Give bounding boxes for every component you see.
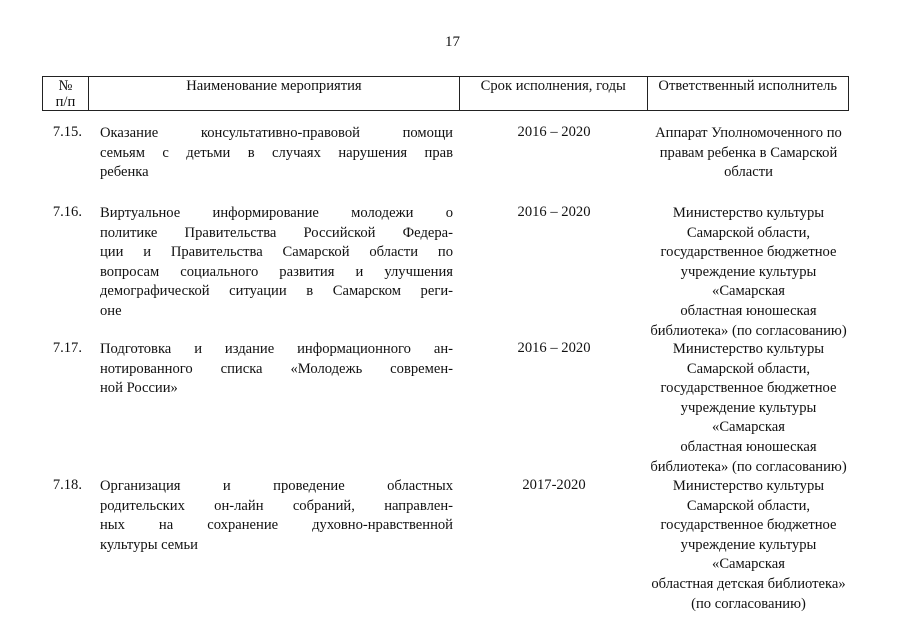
row-number: 7.18. — [52, 477, 82, 493]
responsible-line: Министерство культуры — [672, 341, 825, 357]
responsible-line: учреждение культуры «Самарская — [680, 536, 817, 573]
responsible-line: Аппарат Уполномоченного по — [655, 125, 842, 141]
responsible-line: библиотека» (по согласованию) — [650, 322, 847, 339]
responsible-line: учреждение культуры «Самарская — [680, 399, 817, 436]
responsible-executor — [648, 477, 849, 614]
event-name-line: Организация и проведение областных — [100, 478, 453, 494]
responsible-executor — [648, 124, 849, 183]
responsible-executor — [648, 204, 849, 341]
header-number-line: п/п — [55, 94, 76, 110]
responsible-line: Самарской области, — [686, 360, 811, 377]
responsible-line: областная юношеская — [680, 438, 817, 455]
row-number: 7.17. — [52, 340, 82, 356]
responsible-line: учреждение культуры «Самарская — [680, 263, 817, 300]
event-name-line: демографической ситуации в Самарском реги- — [100, 283, 453, 300]
execution-term: 2016 – 2020 — [517, 124, 591, 140]
event-name-line: Виртуальное информирование молодежи о — [100, 205, 453, 221]
event-name — [100, 340, 453, 399]
row-number: 7.16. — [52, 204, 82, 220]
responsible-line: областная детская библиотека» — [651, 575, 846, 592]
header-number-line: № — [58, 78, 73, 94]
event-name-line: нотированного списка «Молодежь современ- — [100, 360, 453, 377]
responsible-line: Самарской области, — [686, 224, 811, 241]
responsible-executor — [648, 340, 849, 477]
event-name-line: Оказание консультативно-правовой помощи — [100, 125, 453, 141]
responsible-line: Министерство культуры — [672, 478, 825, 494]
row-number: 7.15. — [52, 124, 82, 140]
event-name — [100, 204, 453, 322]
event-name-line: культуры семьи — [100, 536, 198, 553]
responsible-line: областная юношеская — [680, 302, 817, 319]
page-number: 17 — [445, 34, 460, 50]
execution-term: 2016 – 2020 — [517, 340, 591, 356]
event-name — [100, 124, 453, 183]
responsible-line: государственное бюджетное — [660, 517, 837, 534]
header-responsible-column: Ответственный исполнитель — [658, 78, 838, 94]
event-name-line: ции и Правительства Самарской области по — [100, 244, 453, 261]
table-header — [42, 76, 849, 111]
event-name-line: оне — [100, 302, 122, 319]
execution-term: 2016 – 2020 — [517, 204, 591, 220]
responsible-line: государственное бюджетное — [660, 244, 837, 261]
execution-term: 2017-2020 — [522, 477, 586, 493]
responsible-line: области — [724, 164, 773, 181]
responsible-line: Министерство культуры — [672, 205, 825, 221]
responsible-line: библиотека» (по согласованию) — [650, 458, 847, 475]
responsible-line: (по согласованию) — [691, 595, 806, 612]
event-name-line: политике Правительства Российской Федера- — [100, 224, 453, 241]
event-name-line: вопросам социального развития и улучшения — [100, 263, 453, 280]
responsible-line: государственное бюджетное — [660, 380, 837, 397]
event-name-line: ребенка — [100, 164, 149, 181]
responsible-line: правам ребенка в Самарской — [659, 144, 838, 161]
event-name-line: родительских он-лайн собраний, направлен- — [100, 497, 453, 514]
responsible-line: Самарской области, — [686, 497, 811, 514]
event-name-line: ных на сохранение духовно-нравственной — [100, 517, 453, 534]
event-name-line: семьям с детьми в случаях нарушения прав — [100, 144, 453, 161]
event-name — [100, 477, 453, 555]
header-number-column — [43, 77, 89, 110]
event-name-line: Подготовка и издание информационного ан- — [100, 341, 453, 357]
event-name-line: ной России» — [100, 380, 178, 397]
header-term-column: Срок исполнения, годы — [460, 77, 648, 110]
header-name-column: Наименование мероприятия — [89, 77, 460, 110]
